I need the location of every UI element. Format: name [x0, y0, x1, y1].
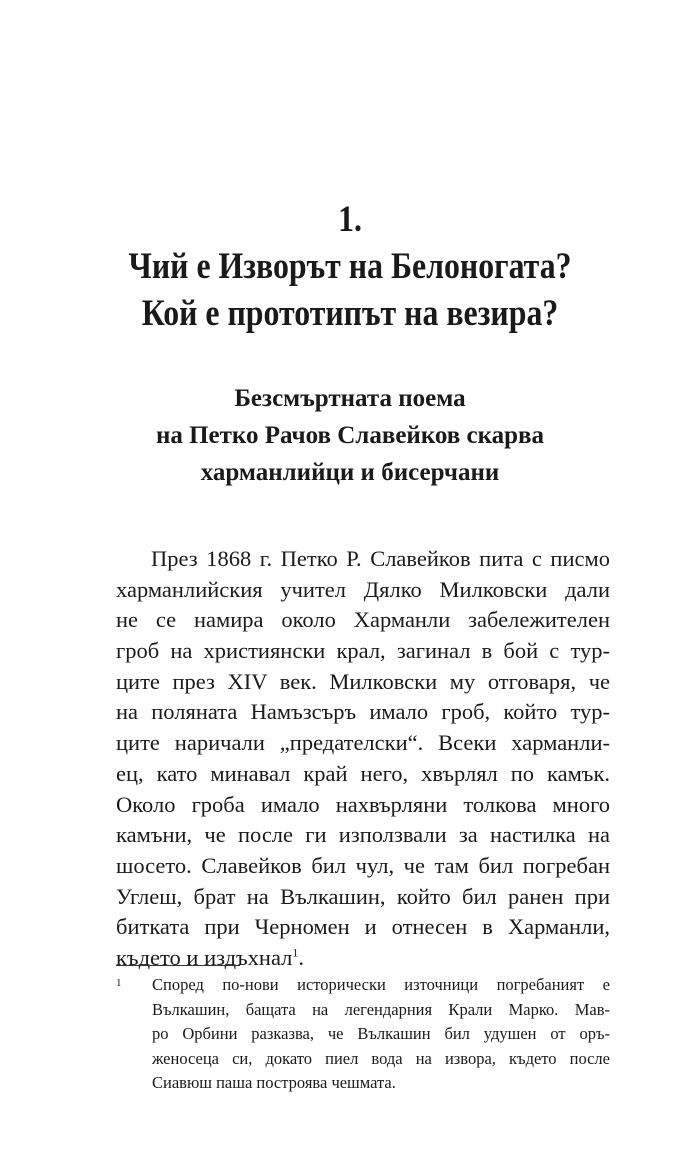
footnote-line: Вълкашин, бащата на легендарния Крали Марко. Мав- — [152, 999, 610, 1019]
body-line: През 1868 г. Петко Р. Славейков пита с писмо — [151, 546, 610, 571]
sentence-period: . — [298, 944, 305, 970]
footnote — [116, 973, 610, 1096]
chapter-title-line: Чий е Изворът на Белоногата? — [128, 246, 572, 287]
subtitle-line: на Петко Рачов Славейков скарва — [155, 422, 545, 449]
body-line: ците през XIV век. Милковски му отговаря, че — [116, 668, 610, 694]
footnote-line: Сиавюш паша построява чешмата. — [152, 1073, 396, 1092]
body-line: ец, като минавал край него, хвърлял по камък. — [116, 760, 610, 786]
body-line: камъни, че после ги използвали за настилка на — [116, 822, 610, 848]
body-line: не се намира около Харманли забележителен — [116, 607, 610, 633]
body-line: Углеш, брат на Вълкашин, който бил ранен при — [116, 883, 610, 909]
body-line: гроб на християнски крал, загинал в бой с тур- — [116, 638, 610, 664]
section-subtitle — [100, 380, 600, 491]
body-line: битката при Черномен и отнесен в Харманли, — [116, 914, 610, 940]
chapter-title-line: Кой е прототипът на везира? — [141, 293, 559, 334]
chapter-number: 1. — [338, 199, 362, 240]
footnote-number: 1 — [116, 977, 122, 989]
body-paragraph — [116, 544, 610, 974]
footnote-line: женосеца си, докато пиел вода на извора, където после — [152, 1048, 610, 1068]
footnote-divider — [116, 965, 240, 966]
body-line: шосето. Славейков бил чул, че там бил погребан — [116, 852, 610, 878]
footnote-body — [152, 973, 610, 1096]
footnote-reference[interactable]: 1 — [292, 945, 299, 960]
footnote-line: ро Орбини разказва, че Вълкашин бил удушен от оръ- — [152, 1024, 610, 1043]
subtitle-line: Безсмъртната поема — [234, 385, 466, 412]
body-line: Около гроба имало нахвърляни толкова много — [116, 791, 610, 817]
subtitle-line: харманлийци и бисерчани — [200, 459, 500, 486]
body-line-last — [116, 943, 610, 974]
chapter-heading — [126, 196, 573, 337]
body-line: на поляната Намъзсъръ имало гроб, който тур- — [116, 699, 610, 725]
footnote-line: Според по-нови исторически източници погребаният е — [152, 975, 610, 994]
body-line: ците наричали „предателски“. Всеки харманли- — [116, 730, 610, 756]
body-line-text: където и издъхнал — [116, 944, 293, 970]
body-line: харманлийския учител Дялко Милковски дали — [116, 576, 610, 602]
